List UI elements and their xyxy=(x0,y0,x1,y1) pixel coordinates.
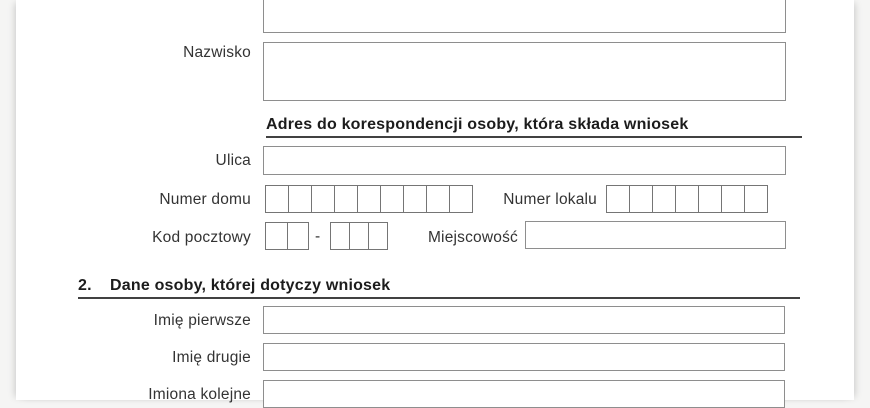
char-cell[interactable] xyxy=(358,185,381,213)
address-section-header-text: Adres do korespondencji osoby, która składa wniosek xyxy=(266,116,689,133)
char-cell[interactable] xyxy=(676,185,699,213)
section2-number: 2. xyxy=(78,277,92,294)
address-section-header xyxy=(266,116,802,138)
char-cell[interactable] xyxy=(404,185,427,213)
char-cell[interactable] xyxy=(722,185,745,213)
char-cell[interactable] xyxy=(312,185,335,213)
char-cell[interactable] xyxy=(350,222,369,250)
char-cell[interactable] xyxy=(335,185,358,213)
imie-pierwsze-input[interactable] xyxy=(263,306,785,334)
numer-lokalu-comb-input[interactable] xyxy=(606,185,768,213)
ulica-label: Ulica xyxy=(215,152,251,169)
char-cell[interactable] xyxy=(745,185,768,213)
imie-drugie-input[interactable] xyxy=(263,343,785,371)
char-cell[interactable] xyxy=(699,185,722,213)
char-cell[interactable] xyxy=(265,185,289,213)
char-cell[interactable] xyxy=(653,185,676,213)
numer-domu-comb-input[interactable] xyxy=(265,185,473,213)
postal-code-separator: - xyxy=(315,228,321,245)
char-cell[interactable] xyxy=(606,185,630,213)
numer-lokalu-label: Numer lokalu xyxy=(503,191,597,208)
numer-domu-label: Numer domu xyxy=(159,191,251,208)
char-cell[interactable] xyxy=(330,222,350,250)
char-cell[interactable] xyxy=(288,222,310,250)
imiona-kolejne-label: Imiona kolejne xyxy=(148,386,251,403)
nazwisko-label: Nazwisko xyxy=(183,44,251,61)
imiona-kolejne-input[interactable] xyxy=(263,380,785,408)
form-page xyxy=(16,0,854,403)
kod-pocztowy-prefix-comb-input[interactable] xyxy=(265,222,309,250)
miejscowosc-label: Miejscowość xyxy=(427,229,518,246)
char-cell[interactable] xyxy=(289,185,312,213)
imie-pierwsze-label: Imię pierwsze xyxy=(153,312,251,329)
imie-drugie-label: Imię drugie xyxy=(172,349,251,366)
nazwisko-input[interactable] xyxy=(263,42,786,101)
partial-field-input[interactable] xyxy=(263,0,786,33)
miejscowosc-input[interactable] xyxy=(525,221,786,249)
ulica-input[interactable] xyxy=(263,146,786,175)
section2-title: Dane osoby, której dotyczy wniosek xyxy=(110,277,391,294)
section2-header xyxy=(78,277,800,299)
char-cell[interactable] xyxy=(265,222,288,250)
char-cell[interactable] xyxy=(381,185,404,213)
char-cell[interactable] xyxy=(630,185,653,213)
kod-pocztowy-label: Kod pocztowy xyxy=(152,229,251,246)
